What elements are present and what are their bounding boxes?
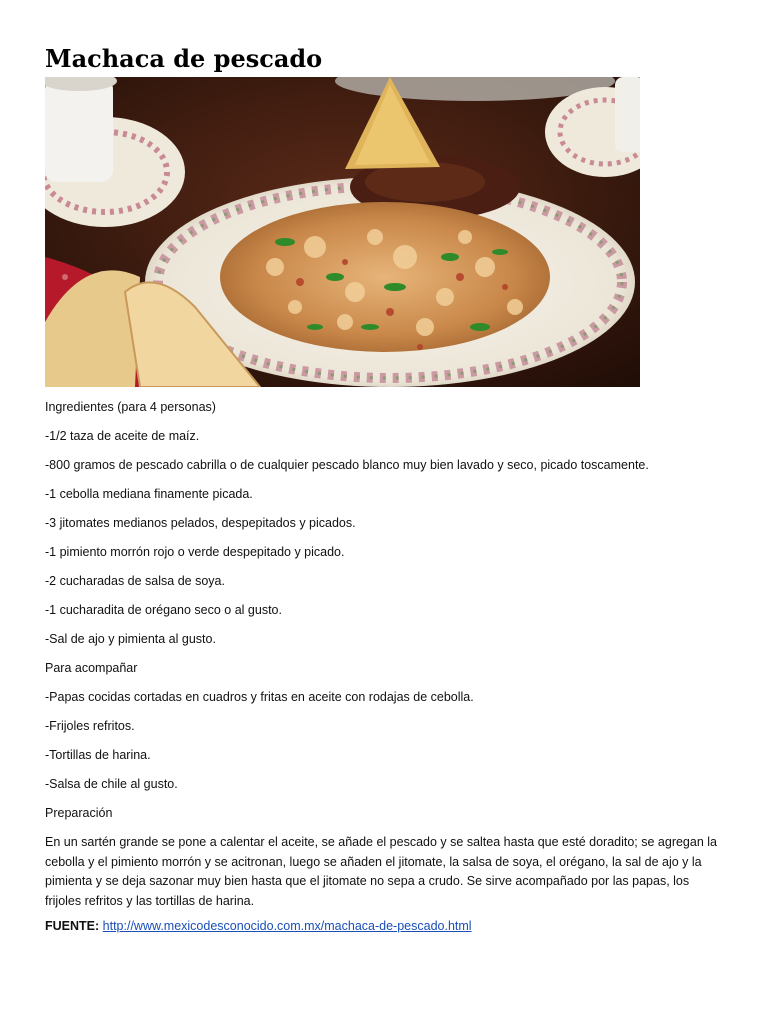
ingredient-item: -1 pimiento morrón rojo o verde despepitado y picado. (45, 545, 345, 559)
recipe-content (45, 398, 725, 936)
ingredients-heading: Ingredientes (para 4 personas) (45, 400, 216, 414)
ingredient-item: -1 cucharadita de orégano seco o al gusto. (45, 603, 282, 617)
source-link[interactable]: http://www.mexicodesconocido.com.mx/machaca-de-pescado.html (102, 919, 472, 933)
ingredient-item: -1 cebolla mediana finamente picada. (45, 487, 253, 501)
accompaniment-item: -Frijoles refritos. (45, 719, 135, 733)
preparation-text: En un sartén grande se pone a calentar el aceite, se añade el pescado y se saltea hasta que esté doradito; se agregan la cebolla y el pimiento morrón y se acitronan, luego se añaden el jitomate, la salsa de soya, el orégano, la sal de ajo y la pimienta y se deja sazonar muy bien hasta que el jitomate no sepa a crudo. Se sirve acompañado por las papas, los frijoles refritos y las tortillas de harina. (45, 835, 717, 908)
source-label: FUENTE: (45, 919, 100, 933)
ingredient-item: -1/2 taza de aceite de maíz. (45, 429, 200, 443)
ingredient-item: -800 gramos de pescado cabrilla o de cualquier pescado blanco muy bien lavado y seco, picado toscamente. (45, 458, 649, 472)
accompany-heading: Para acompañar (45, 661, 138, 675)
accompaniment-item: -Salsa de chile al gusto. (45, 777, 178, 791)
accompaniment-item: -Tortillas de harina. (45, 748, 151, 762)
source-line (45, 917, 725, 936)
ingredient-item: -2 cucharadas de salsa de soya. (45, 574, 225, 588)
dish-photo (45, 77, 640, 387)
preparation-heading: Preparación (45, 806, 113, 820)
page-title: Machaca de pescado (45, 44, 323, 73)
ingredient-item: -Sal de ajo y pimienta al gusto. (45, 632, 216, 646)
dish-photo-illustration (45, 77, 640, 387)
accompaniment-item: -Papas cocidas cortadas en cuadros y fritas en aceite con rodajas de cebolla. (45, 690, 474, 704)
ingredient-item: -3 jitomates medianos pelados, despepitados y picados. (45, 516, 356, 530)
